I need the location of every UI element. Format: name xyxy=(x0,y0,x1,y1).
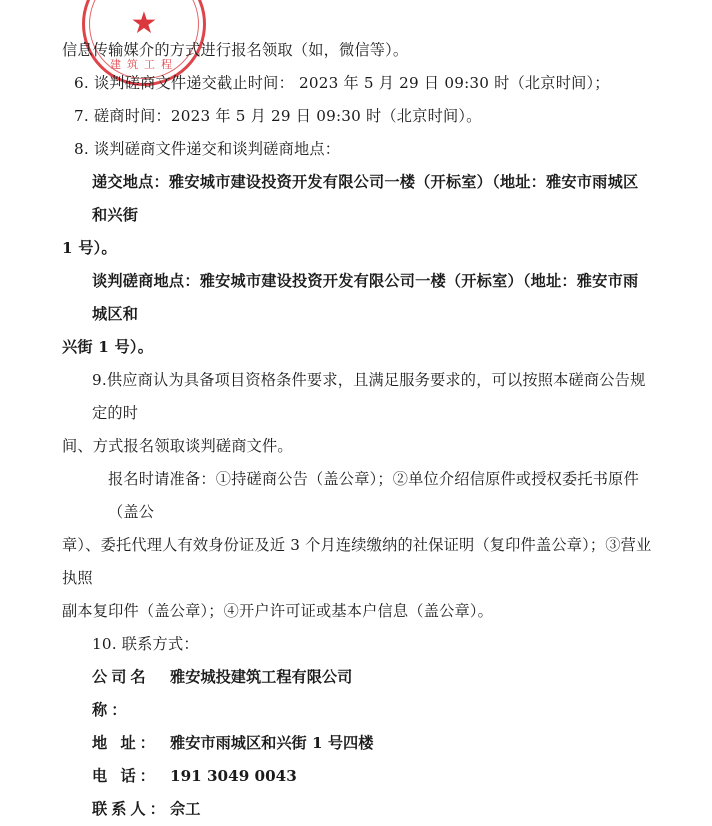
contact-company xyxy=(62,661,652,727)
submission-location-cont: 1 号）。 xyxy=(62,239,117,257)
contact-phone-label: 电 话： xyxy=(92,767,159,785)
contact-company-label: 公司名称： xyxy=(92,668,150,719)
registration-materials-line-2: 章）、委托代理人有效身份证及近 3 个月连续缴纳的社保证明（复印件盖公章）；③营业执照 xyxy=(62,536,652,587)
negotiation-location-cont: 兴街 1 号）。 xyxy=(62,338,154,356)
contact-address-value: 雅安市雨城区和兴街 1 号四楼 xyxy=(170,734,374,752)
item-7-negotiation-time: 7. 磋商时间：2023 年 5 月 29 日 09:30 时（北京时间）。 xyxy=(74,107,482,125)
item-9-line-1: 9.供应商认为具备项目资格条件要求，且满足服务要求的，可以按照本磋商公告规定的时 xyxy=(92,371,646,422)
contact-phone xyxy=(62,760,652,793)
contact-address xyxy=(62,727,652,760)
paragraph-sign-up-method-tail: 信息传输媒介的方式进行报名领取（如，微信等）。 xyxy=(62,41,409,59)
registration-materials-line-3: 副本复印件（盖公章）；④开户许可证或基本户信息（盖公章）。 xyxy=(62,602,494,620)
contact-company-value: 雅安城投建筑工程有限公司 xyxy=(170,668,353,686)
star-icon: ★ xyxy=(130,6,158,41)
submission-location: 递交地点：雅安城市建设投资开发有限公司一楼（开标室）（地址：雅安市雨城区和兴街 xyxy=(92,173,639,224)
contact-phone-value: 191 3049 0043 xyxy=(170,767,297,785)
contact-person-label: 联系人： xyxy=(92,800,169,818)
item-10-contact-heading: 10. 联系方式： xyxy=(92,635,199,653)
item-6-submission-deadline: 6. 谈判磋商文件递交截止时间： 2023 年 5 月 29 日 09:30 时（北京时间）； xyxy=(74,74,610,92)
contact-person xyxy=(62,793,652,826)
negotiation-location: 谈判磋商地点：雅安城市建设投资开发有限公司一楼（开标室）（地址：雅安市雨城区和 xyxy=(92,272,639,323)
contact-address-label: 地 址： xyxy=(92,734,159,752)
contact-person-value: 佘工 xyxy=(170,800,201,818)
item-9-line-2: 间、方式报名领取谈判磋商文件。 xyxy=(62,437,293,455)
item-8-locations-heading: 8. 谈判磋商文件递交和谈判磋商地点： xyxy=(74,140,341,158)
registration-materials-line-1: 报名时请准备：①持磋商公告（盖公章）；②单位介绍信原件或授权委托书原件（盖公 xyxy=(108,470,639,521)
seal-bottom-text: 建筑工程 xyxy=(110,58,178,71)
